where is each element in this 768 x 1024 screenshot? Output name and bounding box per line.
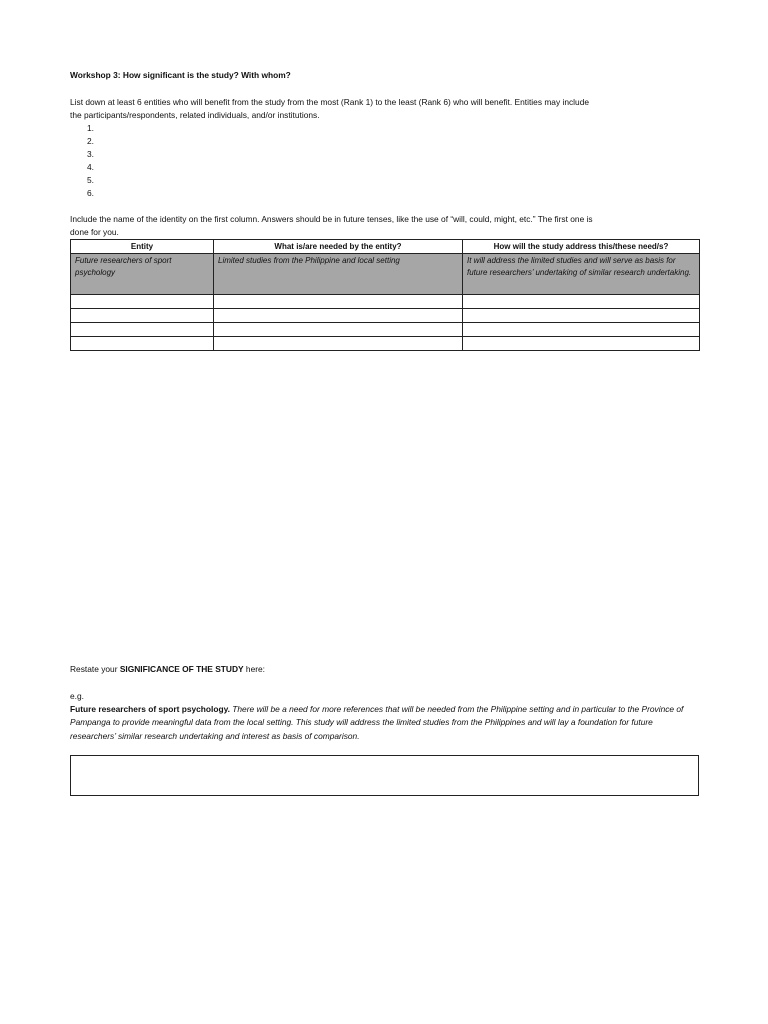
entity-cell[interactable] [71, 295, 214, 309]
entity-rank-list [87, 122, 94, 200]
entity-cell[interactable] [71, 323, 214, 337]
example-bold-lead: Future researchers of sport psychology. [70, 704, 230, 714]
address-cell[interactable] [463, 309, 700, 323]
example-row [71, 254, 700, 295]
significance-example-paragraph [70, 703, 700, 743]
significance-answer-box[interactable] [70, 755, 699, 796]
entity-needs-table [70, 239, 700, 351]
needs-cell[interactable] [214, 309, 463, 323]
address-cell[interactable] [463, 337, 700, 351]
example-entity-cell: Future researchers of sport psychology [71, 254, 214, 295]
header-needs: What is/are needed by the entity? [214, 240, 463, 254]
table-row [71, 337, 700, 351]
needs-cell[interactable] [214, 337, 463, 351]
list-item: 5. [87, 175, 94, 185]
list-item: 6. [87, 188, 94, 198]
restate-prompt [70, 663, 265, 676]
workshop-title: Workshop 3: How significant is the study? With whom? [70, 70, 291, 80]
restate-suffix: here: [243, 664, 266, 674]
header-address: How will the study address this/these need/s? [463, 240, 700, 254]
table-row [71, 323, 700, 337]
table-instruction-line-2: done for you. [70, 227, 119, 237]
instruction-line-2: the participants/respondents, related individuals, and/or institutions. [70, 110, 320, 120]
address-cell[interactable] [463, 295, 700, 309]
example-address-cell: It will address the limited studies and will serve as basis for future researchers’ undertaking of similar research undertaking. [463, 254, 700, 295]
restate-prefix: Restate your [70, 664, 120, 674]
address-cell[interactable] [463, 323, 700, 337]
table-row [71, 309, 700, 323]
needs-cell[interactable] [214, 323, 463, 337]
list-item: 1. [87, 123, 94, 133]
entity-cell[interactable] [71, 309, 214, 323]
needs-cell[interactable] [214, 295, 463, 309]
table-header-row [71, 240, 700, 254]
entity-cell[interactable] [71, 337, 214, 351]
table-row [71, 295, 700, 309]
header-entity: Entity [71, 240, 214, 254]
instruction-line-1: List down at least 6 entities who will benefit from the study from the most (Rank 1) to the least (Rank 6) who will benefit. Entities may include [70, 97, 590, 107]
list-item: 3. [87, 149, 94, 159]
table-instruction-line-1: Include the name of the identity on the first column. Answers should be in future tenses, like the use of “will, could, might, etc.” The first one is [70, 214, 593, 224]
example-label: e.g. [70, 691, 84, 701]
example-needs-cell: Limited studies from the Philippine and local setting [214, 254, 463, 295]
list-item: 2. [87, 136, 94, 146]
example-italic-text: There will be a need for more references that will be needed from the Philippine setting and in particular to the Province of Pampanga to provide meaningful data from the local setting. This study will address the limited studies from the Philippines and will lay a foundation for future researchers’ similar research undertaking and interest as basis of comparison. [70, 704, 684, 741]
restate-bold: SIGNIFICANCE OF THE STUDY [119, 664, 244, 674]
list-item: 4. [87, 162, 94, 172]
